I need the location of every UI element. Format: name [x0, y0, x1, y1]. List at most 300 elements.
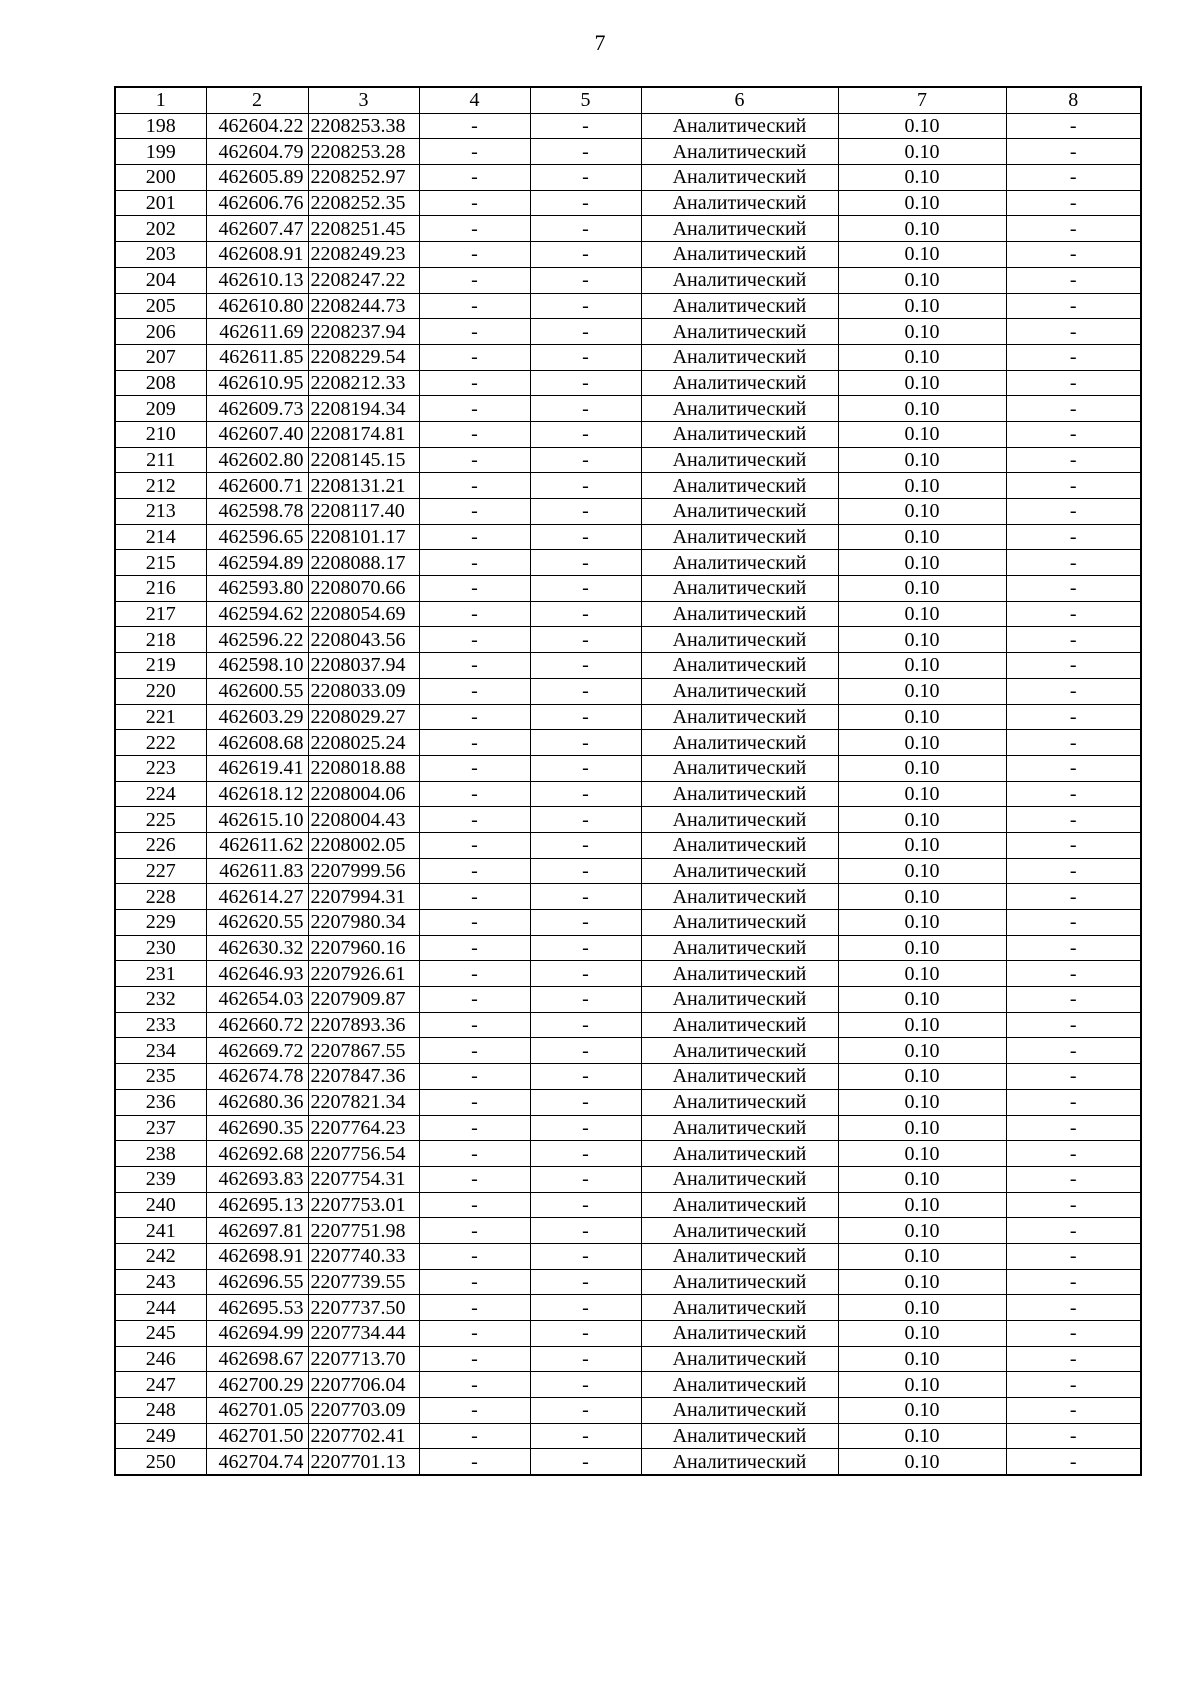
accuracy-cell: 0.10 [838, 319, 1006, 345]
table-row [115, 499, 1141, 525]
column-8-cell: - [1006, 1192, 1141, 1218]
accuracy-cell: 0.10 [838, 884, 1006, 910]
point-number-cell: 215 [115, 550, 206, 576]
y-coordinate-cell: 2207737.50 [308, 1295, 419, 1321]
column-8-cell: - [1006, 1064, 1141, 1090]
table-row [115, 267, 1141, 293]
column-4-cell: - [419, 165, 530, 191]
point-number-cell: 248 [115, 1398, 206, 1424]
x-coordinate-cell: 462600.71 [206, 473, 308, 499]
method-cell: Аналитический [641, 1012, 838, 1038]
table-row [115, 781, 1141, 807]
column-4-cell: - [419, 1243, 530, 1269]
point-number-cell: 206 [115, 319, 206, 345]
x-coordinate-cell: 462607.47 [206, 216, 308, 242]
x-coordinate-cell: 462605.89 [206, 165, 308, 191]
method-cell: Аналитический [641, 601, 838, 627]
y-coordinate-cell: 2208174.81 [308, 421, 419, 447]
table-row [115, 1141, 1141, 1167]
point-number-cell: 211 [115, 447, 206, 473]
column-8-cell: - [1006, 704, 1141, 730]
column-5-cell: - [530, 344, 641, 370]
column-4-cell: - [419, 1166, 530, 1192]
method-cell: Аналитический [641, 370, 838, 396]
column-8-cell: - [1006, 139, 1141, 165]
column-4-cell: - [419, 370, 530, 396]
point-number-cell: 207 [115, 344, 206, 370]
column-5-cell: - [530, 242, 641, 268]
y-coordinate-cell: 2207960.16 [308, 935, 419, 961]
point-number-cell: 229 [115, 910, 206, 936]
column-8-cell: - [1006, 242, 1141, 268]
x-coordinate-cell: 462698.91 [206, 1243, 308, 1269]
accuracy-cell: 0.10 [838, 267, 1006, 293]
column-8-cell: - [1006, 961, 1141, 987]
y-coordinate-cell: 2207847.36 [308, 1064, 419, 1090]
column-8-cell: - [1006, 1141, 1141, 1167]
table-row [115, 473, 1141, 499]
method-cell: Аналитический [641, 987, 838, 1013]
x-coordinate-cell: 462619.41 [206, 755, 308, 781]
column-header: 2 [206, 87, 308, 113]
column-5-cell: - [530, 1218, 641, 1244]
accuracy-cell: 0.10 [838, 550, 1006, 576]
point-number-cell: 242 [115, 1243, 206, 1269]
method-cell: Аналитический [641, 1218, 838, 1244]
column-header: 7 [838, 87, 1006, 113]
column-5-cell: - [530, 1166, 641, 1192]
point-number-cell: 218 [115, 627, 206, 653]
point-number-cell: 213 [115, 499, 206, 525]
y-coordinate-cell: 2207926.61 [308, 961, 419, 987]
method-cell: Аналитический [641, 1064, 838, 1090]
point-number-cell: 201 [115, 190, 206, 216]
column-8-cell: - [1006, 1089, 1141, 1115]
column-4-cell: - [419, 1372, 530, 1398]
column-4-cell: - [419, 1423, 530, 1449]
point-number-cell: 209 [115, 396, 206, 422]
table-row [115, 884, 1141, 910]
accuracy-cell: 0.10 [838, 190, 1006, 216]
method-cell: Аналитический [641, 961, 838, 987]
point-number-cell: 210 [115, 421, 206, 447]
column-4-cell: - [419, 293, 530, 319]
x-coordinate-cell: 462610.95 [206, 370, 308, 396]
column-4-cell: - [419, 1141, 530, 1167]
point-number-cell: 203 [115, 242, 206, 268]
accuracy-cell: 0.10 [838, 113, 1006, 139]
column-header: 5 [530, 87, 641, 113]
x-coordinate-cell: 462608.91 [206, 242, 308, 268]
column-4-cell: - [419, 473, 530, 499]
accuracy-cell: 0.10 [838, 1218, 1006, 1244]
y-coordinate-cell: 2208229.54 [308, 344, 419, 370]
table-row [115, 1295, 1141, 1321]
accuracy-cell: 0.10 [838, 1346, 1006, 1372]
column-8-cell: - [1006, 396, 1141, 422]
method-cell: Аналитический [641, 267, 838, 293]
column-5-cell: - [530, 319, 641, 345]
column-4-cell: - [419, 576, 530, 602]
column-5-cell: - [530, 370, 641, 396]
x-coordinate-cell: 462611.85 [206, 344, 308, 370]
table-row [115, 730, 1141, 756]
column-8-cell: - [1006, 1398, 1141, 1424]
method-cell: Аналитический [641, 1115, 838, 1141]
point-number-cell: 208 [115, 370, 206, 396]
point-number-cell: 238 [115, 1141, 206, 1167]
column-8-cell: - [1006, 781, 1141, 807]
x-coordinate-cell: 462693.83 [206, 1166, 308, 1192]
accuracy-cell: 0.10 [838, 1295, 1006, 1321]
y-coordinate-cell: 2208252.97 [308, 165, 419, 191]
point-number-cell: 237 [115, 1115, 206, 1141]
column-5-cell: - [530, 1321, 641, 1347]
coordinates-table [114, 86, 1142, 1476]
method-cell: Аналитический [641, 755, 838, 781]
point-number-cell: 217 [115, 601, 206, 627]
point-number-cell: 228 [115, 884, 206, 910]
table-row [115, 678, 1141, 704]
y-coordinate-cell: 2208247.22 [308, 267, 419, 293]
table-row [115, 344, 1141, 370]
method-cell: Аналитический [641, 550, 838, 576]
point-number-cell: 212 [115, 473, 206, 499]
column-5-cell: - [530, 113, 641, 139]
accuracy-cell: 0.10 [838, 396, 1006, 422]
column-8-cell: - [1006, 807, 1141, 833]
y-coordinate-cell: 2207909.87 [308, 987, 419, 1013]
x-coordinate-cell: 462598.78 [206, 499, 308, 525]
column-8-cell: - [1006, 1346, 1141, 1372]
table-row [115, 858, 1141, 884]
column-4-cell: - [419, 1269, 530, 1295]
accuracy-cell: 0.10 [838, 704, 1006, 730]
y-coordinate-cell: 2208249.23 [308, 242, 419, 268]
x-coordinate-cell: 462610.80 [206, 293, 308, 319]
column-5-cell: - [530, 524, 641, 550]
column-5-cell: - [530, 1115, 641, 1141]
column-8-cell: - [1006, 499, 1141, 525]
column-8-cell: - [1006, 1166, 1141, 1192]
accuracy-cell: 0.10 [838, 1243, 1006, 1269]
x-coordinate-cell: 462603.29 [206, 704, 308, 730]
table-row [115, 755, 1141, 781]
method-cell: Аналитический [641, 524, 838, 550]
y-coordinate-cell: 2208088.17 [308, 550, 419, 576]
y-coordinate-cell: 2208043.56 [308, 627, 419, 653]
column-8-cell: - [1006, 190, 1141, 216]
method-cell: Аналитический [641, 1166, 838, 1192]
table-row [115, 524, 1141, 550]
method-cell: Аналитический [641, 1321, 838, 1347]
column-5-cell: - [530, 1449, 641, 1475]
y-coordinate-cell: 2208145.15 [308, 447, 419, 473]
x-coordinate-cell: 462596.22 [206, 627, 308, 653]
table-row [115, 704, 1141, 730]
column-5-cell: - [530, 807, 641, 833]
point-number-cell: 223 [115, 755, 206, 781]
point-number-cell: 220 [115, 678, 206, 704]
point-number-cell: 230 [115, 935, 206, 961]
x-coordinate-cell: 462602.80 [206, 447, 308, 473]
y-coordinate-cell: 2207764.23 [308, 1115, 419, 1141]
column-4-cell: - [419, 139, 530, 165]
column-4-cell: - [419, 1192, 530, 1218]
column-4-cell: - [419, 832, 530, 858]
point-number-cell: 234 [115, 1038, 206, 1064]
point-number-cell: 235 [115, 1064, 206, 1090]
column-8-cell: - [1006, 1218, 1141, 1244]
column-4-cell: - [419, 704, 530, 730]
column-5-cell: - [530, 1372, 641, 1398]
table-body [115, 113, 1141, 1475]
method-cell: Аналитический [641, 190, 838, 216]
page-number: 7 [594, 30, 606, 55]
accuracy-cell: 0.10 [838, 961, 1006, 987]
table-row [115, 1321, 1141, 1347]
x-coordinate-cell: 462696.55 [206, 1269, 308, 1295]
accuracy-cell: 0.10 [838, 165, 1006, 191]
column-8-cell: - [1006, 447, 1141, 473]
y-coordinate-cell: 2207999.56 [308, 858, 419, 884]
x-coordinate-cell: 462606.76 [206, 190, 308, 216]
method-cell: Аналитический [641, 473, 838, 499]
y-coordinate-cell: 2208252.35 [308, 190, 419, 216]
method-cell: Аналитический [641, 832, 838, 858]
column-5-cell: - [530, 576, 641, 602]
column-8-cell: - [1006, 1243, 1141, 1269]
column-4-cell: - [419, 524, 530, 550]
column-4-cell: - [419, 447, 530, 473]
x-coordinate-cell: 462669.72 [206, 1038, 308, 1064]
column-4-cell: - [419, 1295, 530, 1321]
method-cell: Аналитический [641, 730, 838, 756]
point-number-cell: 219 [115, 653, 206, 679]
point-number-cell: 225 [115, 807, 206, 833]
x-coordinate-cell: 462630.32 [206, 935, 308, 961]
column-5-cell: - [530, 499, 641, 525]
method-cell: Аналитический [641, 1269, 838, 1295]
x-coordinate-cell: 462674.78 [206, 1064, 308, 1090]
column-8-cell: - [1006, 1372, 1141, 1398]
column-5-cell: - [530, 961, 641, 987]
accuracy-cell: 0.10 [838, 216, 1006, 242]
column-4-cell: - [419, 242, 530, 268]
y-coordinate-cell: 2207703.09 [308, 1398, 419, 1424]
column-5-cell: - [530, 267, 641, 293]
column-5-cell: - [530, 473, 641, 499]
accuracy-cell: 0.10 [838, 473, 1006, 499]
column-5-cell: - [530, 987, 641, 1013]
accuracy-cell: 0.10 [838, 1115, 1006, 1141]
column-8-cell: - [1006, 1321, 1141, 1347]
x-coordinate-cell: 462695.13 [206, 1192, 308, 1218]
column-5-cell: - [530, 165, 641, 191]
method-cell: Аналитический [641, 884, 838, 910]
point-number-cell: 233 [115, 1012, 206, 1038]
point-number-cell: 221 [115, 704, 206, 730]
accuracy-cell: 0.10 [838, 1321, 1006, 1347]
table-row [115, 242, 1141, 268]
point-number-cell: 243 [115, 1269, 206, 1295]
column-8-cell: - [1006, 165, 1141, 191]
column-8-cell: - [1006, 910, 1141, 936]
column-8-cell: - [1006, 601, 1141, 627]
y-coordinate-cell: 2208070.66 [308, 576, 419, 602]
x-coordinate-cell: 462610.13 [206, 267, 308, 293]
accuracy-cell: 0.10 [838, 1012, 1006, 1038]
column-4-cell: - [419, 190, 530, 216]
y-coordinate-cell: 2208237.94 [308, 319, 419, 345]
column-5-cell: - [530, 1243, 641, 1269]
column-8-cell: - [1006, 1038, 1141, 1064]
column-5-cell: - [530, 653, 641, 679]
column-8-cell: - [1006, 1012, 1141, 1038]
column-5-cell: - [530, 1141, 641, 1167]
point-number-cell: 202 [115, 216, 206, 242]
point-number-cell: 198 [115, 113, 206, 139]
accuracy-cell: 0.10 [838, 1372, 1006, 1398]
method-cell: Аналитический [641, 1243, 838, 1269]
method-cell: Аналитический [641, 319, 838, 345]
method-cell: Аналитический [641, 858, 838, 884]
method-cell: Аналитический [641, 293, 838, 319]
column-header: 8 [1006, 87, 1141, 113]
table-row [115, 190, 1141, 216]
column-5-cell: - [530, 858, 641, 884]
method-cell: Аналитический [641, 139, 838, 165]
x-coordinate-cell: 462620.55 [206, 910, 308, 936]
y-coordinate-cell: 2208029.27 [308, 704, 419, 730]
point-number-cell: 200 [115, 165, 206, 191]
method-cell: Аналитический [641, 242, 838, 268]
column-5-cell: - [530, 1064, 641, 1090]
y-coordinate-cell: 2207756.54 [308, 1141, 419, 1167]
table-header-row [115, 87, 1141, 113]
accuracy-cell: 0.10 [838, 576, 1006, 602]
y-coordinate-cell: 2207821.34 [308, 1089, 419, 1115]
column-header: 6 [641, 87, 838, 113]
column-4-cell: - [419, 421, 530, 447]
y-coordinate-cell: 2208025.24 [308, 730, 419, 756]
column-8-cell: - [1006, 1449, 1141, 1475]
column-8-cell: - [1006, 319, 1141, 345]
column-5-cell: - [530, 935, 641, 961]
accuracy-cell: 0.10 [838, 858, 1006, 884]
column-4-cell: - [419, 550, 530, 576]
x-coordinate-cell: 462611.62 [206, 832, 308, 858]
x-coordinate-cell: 462660.72 [206, 1012, 308, 1038]
point-number-cell: 205 [115, 293, 206, 319]
accuracy-cell: 0.10 [838, 1141, 1006, 1167]
column-8-cell: - [1006, 524, 1141, 550]
column-8-cell: - [1006, 216, 1141, 242]
y-coordinate-cell: 2208194.34 [308, 396, 419, 422]
x-coordinate-cell: 462618.12 [206, 781, 308, 807]
x-coordinate-cell: 462700.29 [206, 1372, 308, 1398]
column-8-cell: - [1006, 1115, 1141, 1141]
table-row [115, 627, 1141, 653]
method-cell: Аналитический [641, 1449, 838, 1475]
column-5-cell: - [530, 1423, 641, 1449]
column-8-cell: - [1006, 370, 1141, 396]
point-number-cell: 216 [115, 576, 206, 602]
x-coordinate-cell: 462701.05 [206, 1398, 308, 1424]
table-row [115, 910, 1141, 936]
method-cell: Аналитический [641, 653, 838, 679]
accuracy-cell: 0.10 [838, 910, 1006, 936]
table-row [115, 1423, 1141, 1449]
column-header: 3 [308, 87, 419, 113]
table-row [115, 1166, 1141, 1192]
y-coordinate-cell: 2208212.33 [308, 370, 419, 396]
x-coordinate-cell: 462611.83 [206, 858, 308, 884]
column-8-cell: - [1006, 1423, 1141, 1449]
point-number-cell: 246 [115, 1346, 206, 1372]
column-8-cell: - [1006, 421, 1141, 447]
column-4-cell: - [419, 1012, 530, 1038]
column-8-cell: - [1006, 755, 1141, 781]
x-coordinate-cell: 462593.80 [206, 576, 308, 602]
column-5-cell: - [530, 190, 641, 216]
accuracy-cell: 0.10 [838, 755, 1006, 781]
method-cell: Аналитический [641, 627, 838, 653]
column-4-cell: - [419, 678, 530, 704]
accuracy-cell: 0.10 [838, 1089, 1006, 1115]
table-row [115, 139, 1141, 165]
x-coordinate-cell: 462607.40 [206, 421, 308, 447]
table-row [115, 1243, 1141, 1269]
y-coordinate-cell: 2207739.55 [308, 1269, 419, 1295]
column-5-cell: - [530, 216, 641, 242]
column-4-cell: - [419, 216, 530, 242]
y-coordinate-cell: 2208004.06 [308, 781, 419, 807]
point-number-cell: 239 [115, 1166, 206, 1192]
y-coordinate-cell: 2207994.31 [308, 884, 419, 910]
point-number-cell: 226 [115, 832, 206, 858]
y-coordinate-cell: 2208251.45 [308, 216, 419, 242]
column-8-cell: - [1006, 293, 1141, 319]
column-5-cell: - [530, 884, 641, 910]
y-coordinate-cell: 2207713.70 [308, 1346, 419, 1372]
method-cell: Аналитический [641, 910, 838, 936]
column-4-cell: - [419, 319, 530, 345]
method-cell: Аналитический [641, 678, 838, 704]
method-cell: Аналитический [641, 807, 838, 833]
y-coordinate-cell: 2208037.94 [308, 653, 419, 679]
column-5-cell: - [530, 550, 641, 576]
column-5-cell: - [530, 678, 641, 704]
table-row [115, 1115, 1141, 1141]
y-coordinate-cell: 2208253.38 [308, 113, 419, 139]
table-row [115, 1064, 1141, 1090]
column-4-cell: - [419, 781, 530, 807]
column-5-cell: - [530, 627, 641, 653]
accuracy-cell: 0.10 [838, 1038, 1006, 1064]
method-cell: Аналитический [641, 935, 838, 961]
table-row [115, 1372, 1141, 1398]
column-4-cell: - [419, 1038, 530, 1064]
y-coordinate-cell: 2207702.41 [308, 1423, 419, 1449]
point-number-cell: 232 [115, 987, 206, 1013]
accuracy-cell: 0.10 [838, 781, 1006, 807]
method-cell: Аналитический [641, 216, 838, 242]
accuracy-cell: 0.10 [838, 1192, 1006, 1218]
column-5-cell: - [530, 832, 641, 858]
method-cell: Аналитический [641, 344, 838, 370]
column-4-cell: - [419, 935, 530, 961]
